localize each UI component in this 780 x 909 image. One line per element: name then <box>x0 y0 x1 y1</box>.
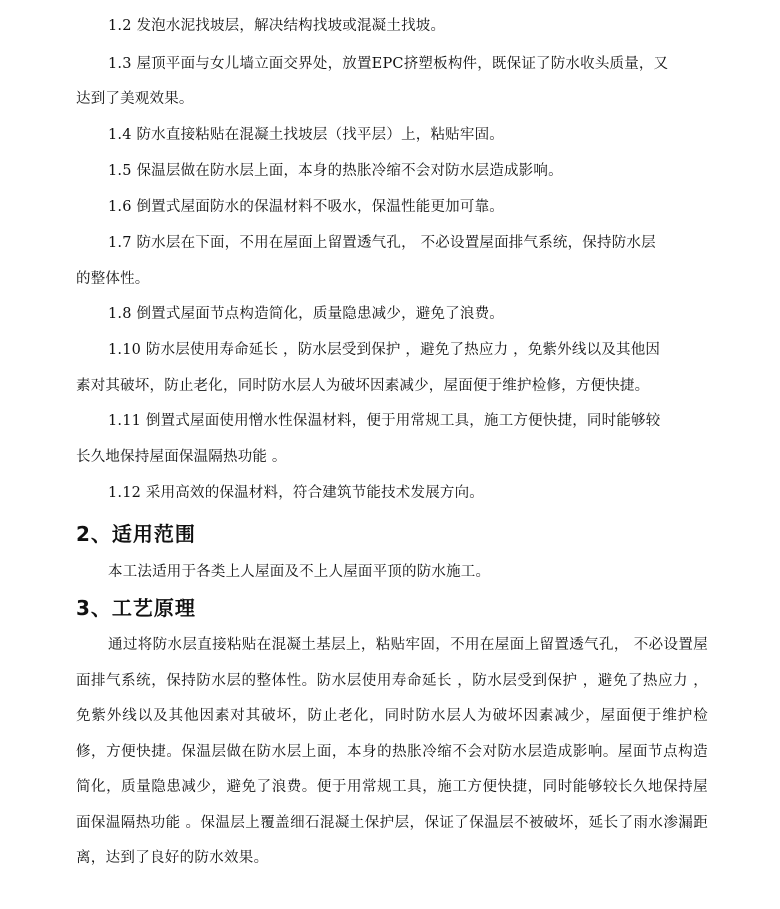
list-item <box>108 339 748 361</box>
item-text: 屋顶平面与女儿墙立面交界处，放置EPC挤塑板构件，既保证了防水收头质量，又 <box>136 56 669 72</box>
item-number: 1.4 <box>108 127 132 143</box>
list-item <box>108 196 748 218</box>
section-body: 本工法适用于各类上人屋面及不上人屋面平顶的防水施工。 <box>108 564 491 580</box>
list-item-continuation: 的整体性。 <box>76 271 150 287</box>
item-number: 1.3 <box>108 56 132 72</box>
list-item <box>108 232 748 254</box>
list-item-continuation: 素对其破坏，防止老化，同时防水层人为破坏因素减少，屋面便于维护检修，方便快捷。 <box>76 378 650 394</box>
section-heading: 3、工艺原理 <box>76 596 196 620</box>
item-text: 倒置式屋面防水的保温材料不吸水，保温性能更加可靠。 <box>136 199 504 215</box>
list-item <box>108 160 748 182</box>
item-number: 1.10 <box>108 342 142 358</box>
item-number: 1.5 <box>108 163 132 179</box>
list-item-continuation: 长久地保持屋面保温隔热功能 。 <box>76 449 287 465</box>
item-text: 防水直接粘贴在混凝土找坡层（找平层）上，粘贴牢固。 <box>136 127 504 143</box>
item-text: 保温层做在防水层上面，本身的热胀冷缩不会对防水层造成影响。 <box>136 163 563 179</box>
section-paragraph: 通过将防水层直接粘贴在混凝土基层上，粘贴牢固，不用在屋面上留置透气孔， 不必设置屋面排气系统，保持防水层的整体性。防水层使用寿命延长 ，防水层受到保护 ，避免了热应力 ，免紫外线以及其他因素对其破坏，防止老化，同时防水层人为破坏因素减少，屋面便于维护检修，方便快捷。保温层做在防水层上面，本身的热胀冷缩不会对防水层造成影响。屋面节点构造简化，质量隐患减少，避免了浪费。便于用常规工具，施工方便快捷，同时能够较长久地保持屋面保温隔热功能 。保温层上覆盖细石混凝土保护层，保证了保温层不被破坏，延长了雨水渗漏距离，达到了良好的防水效果。 <box>76 637 708 866</box>
list-item-continuation: 达到了美观效果。 <box>76 91 194 107</box>
item-text: 防水层使用寿命延长 ，防水层受到保护 ，避免了热应力 ，免紫外线以及其他因 <box>145 342 661 358</box>
item-number: 1.11 <box>108 413 142 429</box>
item-number: 1.8 <box>108 306 132 322</box>
list-item <box>108 53 748 75</box>
item-text: 采用高效的保温材料，符合建筑节能技术发展方向。 <box>145 485 485 501</box>
section-heading: 2、适用范围 <box>76 522 196 546</box>
list-item <box>108 482 748 504</box>
list-item <box>108 303 748 325</box>
item-number: 1.7 <box>108 235 132 251</box>
item-number: 1.6 <box>108 199 132 215</box>
list-item <box>108 124 748 146</box>
item-text: 倒置式屋面节点构造简化，质量隐患减少，避免了浪费。 <box>136 306 504 322</box>
item-number: 1.2 <box>108 18 132 34</box>
list-item <box>108 410 748 432</box>
item-text: 防水层在下面，不用在屋面上留置透气孔， 不必设置屋面排气系统，保持防水层 <box>136 235 656 251</box>
list-item <box>108 15 748 37</box>
item-text: 发泡水泥找坡层，解决结构找坡或混凝土找坡。 <box>136 18 446 34</box>
item-number: 1.12 <box>108 485 142 501</box>
item-text: 倒置式屋面使用憎水性保温材料，便于用常规工具，施工方便快捷，同时能够较 <box>145 413 661 429</box>
